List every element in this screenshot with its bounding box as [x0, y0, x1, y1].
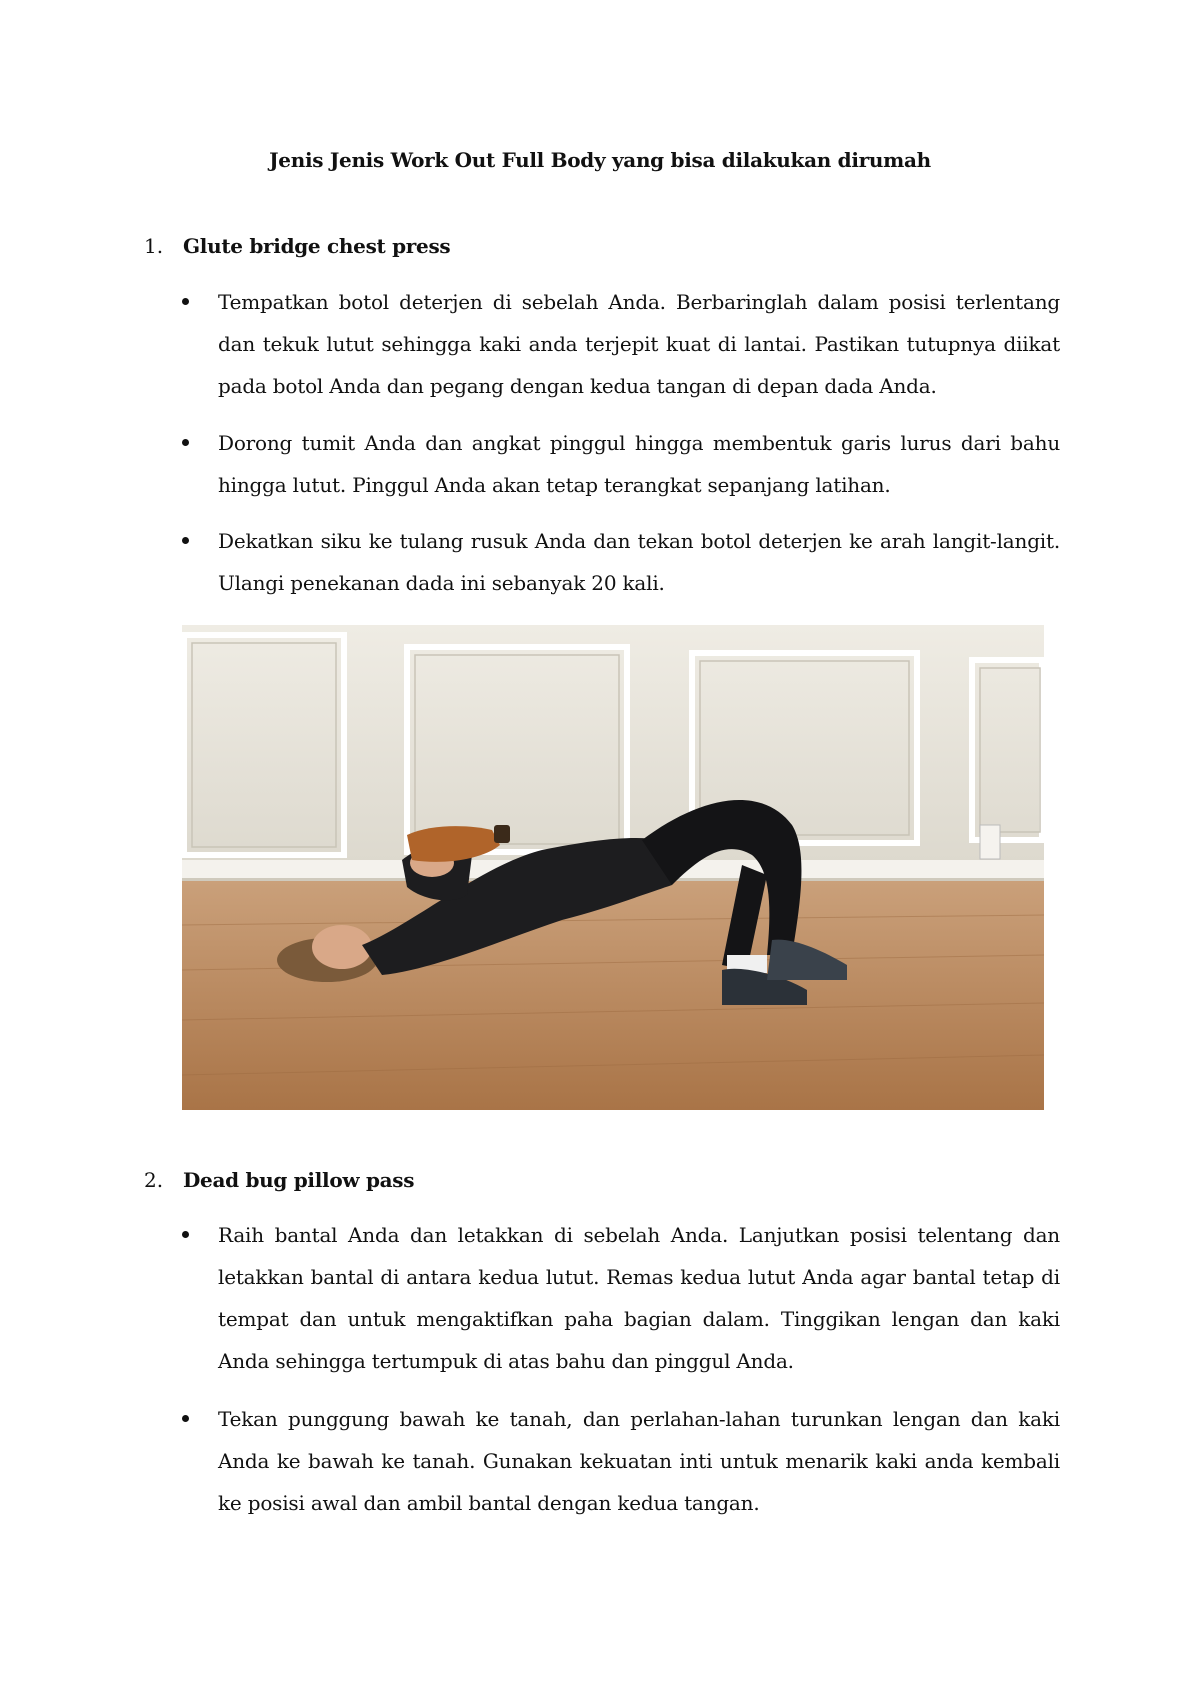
- bullet-icon: [182, 1231, 189, 1238]
- list-item-text: Dorong tumit Anda dan angkat pinggul hingga membentuk garis lurus dari bahu hingga lutut. Pinggul Anda akan tetap terangkat sepanjang latihan.: [218, 431, 1060, 497]
- bullet-icon: [182, 537, 189, 544]
- section-number: 2.: [144, 1168, 164, 1192]
- list-item-text: Tekan punggung bawah ke tanah, dan perlahan-lahan turunkan lengan dan kaki Anda ke bawah ke tanah. Gunakan kekuatan inti untuk menarik kaki anda kembali ke posisi awal dan ambil bantal dengan kedua tangan.: [218, 1407, 1060, 1515]
- bullet-icon: [182, 298, 189, 305]
- list-item: [218, 1214, 1060, 1382]
- section-number: 1.: [144, 234, 164, 258]
- section-title: Glute bridge chest press: [183, 234, 451, 258]
- section-title: Dead bug pillow pass: [183, 1168, 415, 1192]
- list-item: [218, 281, 1060, 407]
- list-item-text: Raih bantal Anda dan letakkan di sebelah Anda. Lanjutkan posisi telentang dan letakkan bantal di antara kedua lutut. Remas kedua lutut Anda agar bantal tetap di tempat dan untuk mengaktifkan paha bagian dalam. Tinggikan lengan dan kaki Anda sehingga tertumpuk di atas bahu dan pinggul Anda.: [218, 1223, 1060, 1373]
- list-item: [218, 422, 1060, 506]
- page-title: Jenis Jenis Work Out Full Body yang bisa dilakukan dirumah: [269, 148, 931, 172]
- list-item: [218, 1398, 1060, 1524]
- bullet-icon: [182, 1415, 189, 1422]
- list-item: [218, 520, 1060, 604]
- bullet-icon: [182, 439, 189, 446]
- glute-bridge-photo-icon: [182, 625, 1044, 1110]
- list-item-text: Tempatkan botol deterjen di sebelah Anda. Berbaringlah dalam posisi terlentang dan tekuk lutut sehingga kaki anda terjepit kuat di lantai. Pastikan tutupnya diikat pada botol Anda dan pegang dengan kedua tangan di depan dada Anda.: [218, 290, 1060, 398]
- list-item-text: Dekatkan siku ke tulang rusuk Anda dan tekan botol deterjen ke arah langit-langit. Ulangi penekanan dada ini sebanyak 20 kali.: [218, 529, 1060, 595]
- exercise-photo: [182, 625, 1044, 1110]
